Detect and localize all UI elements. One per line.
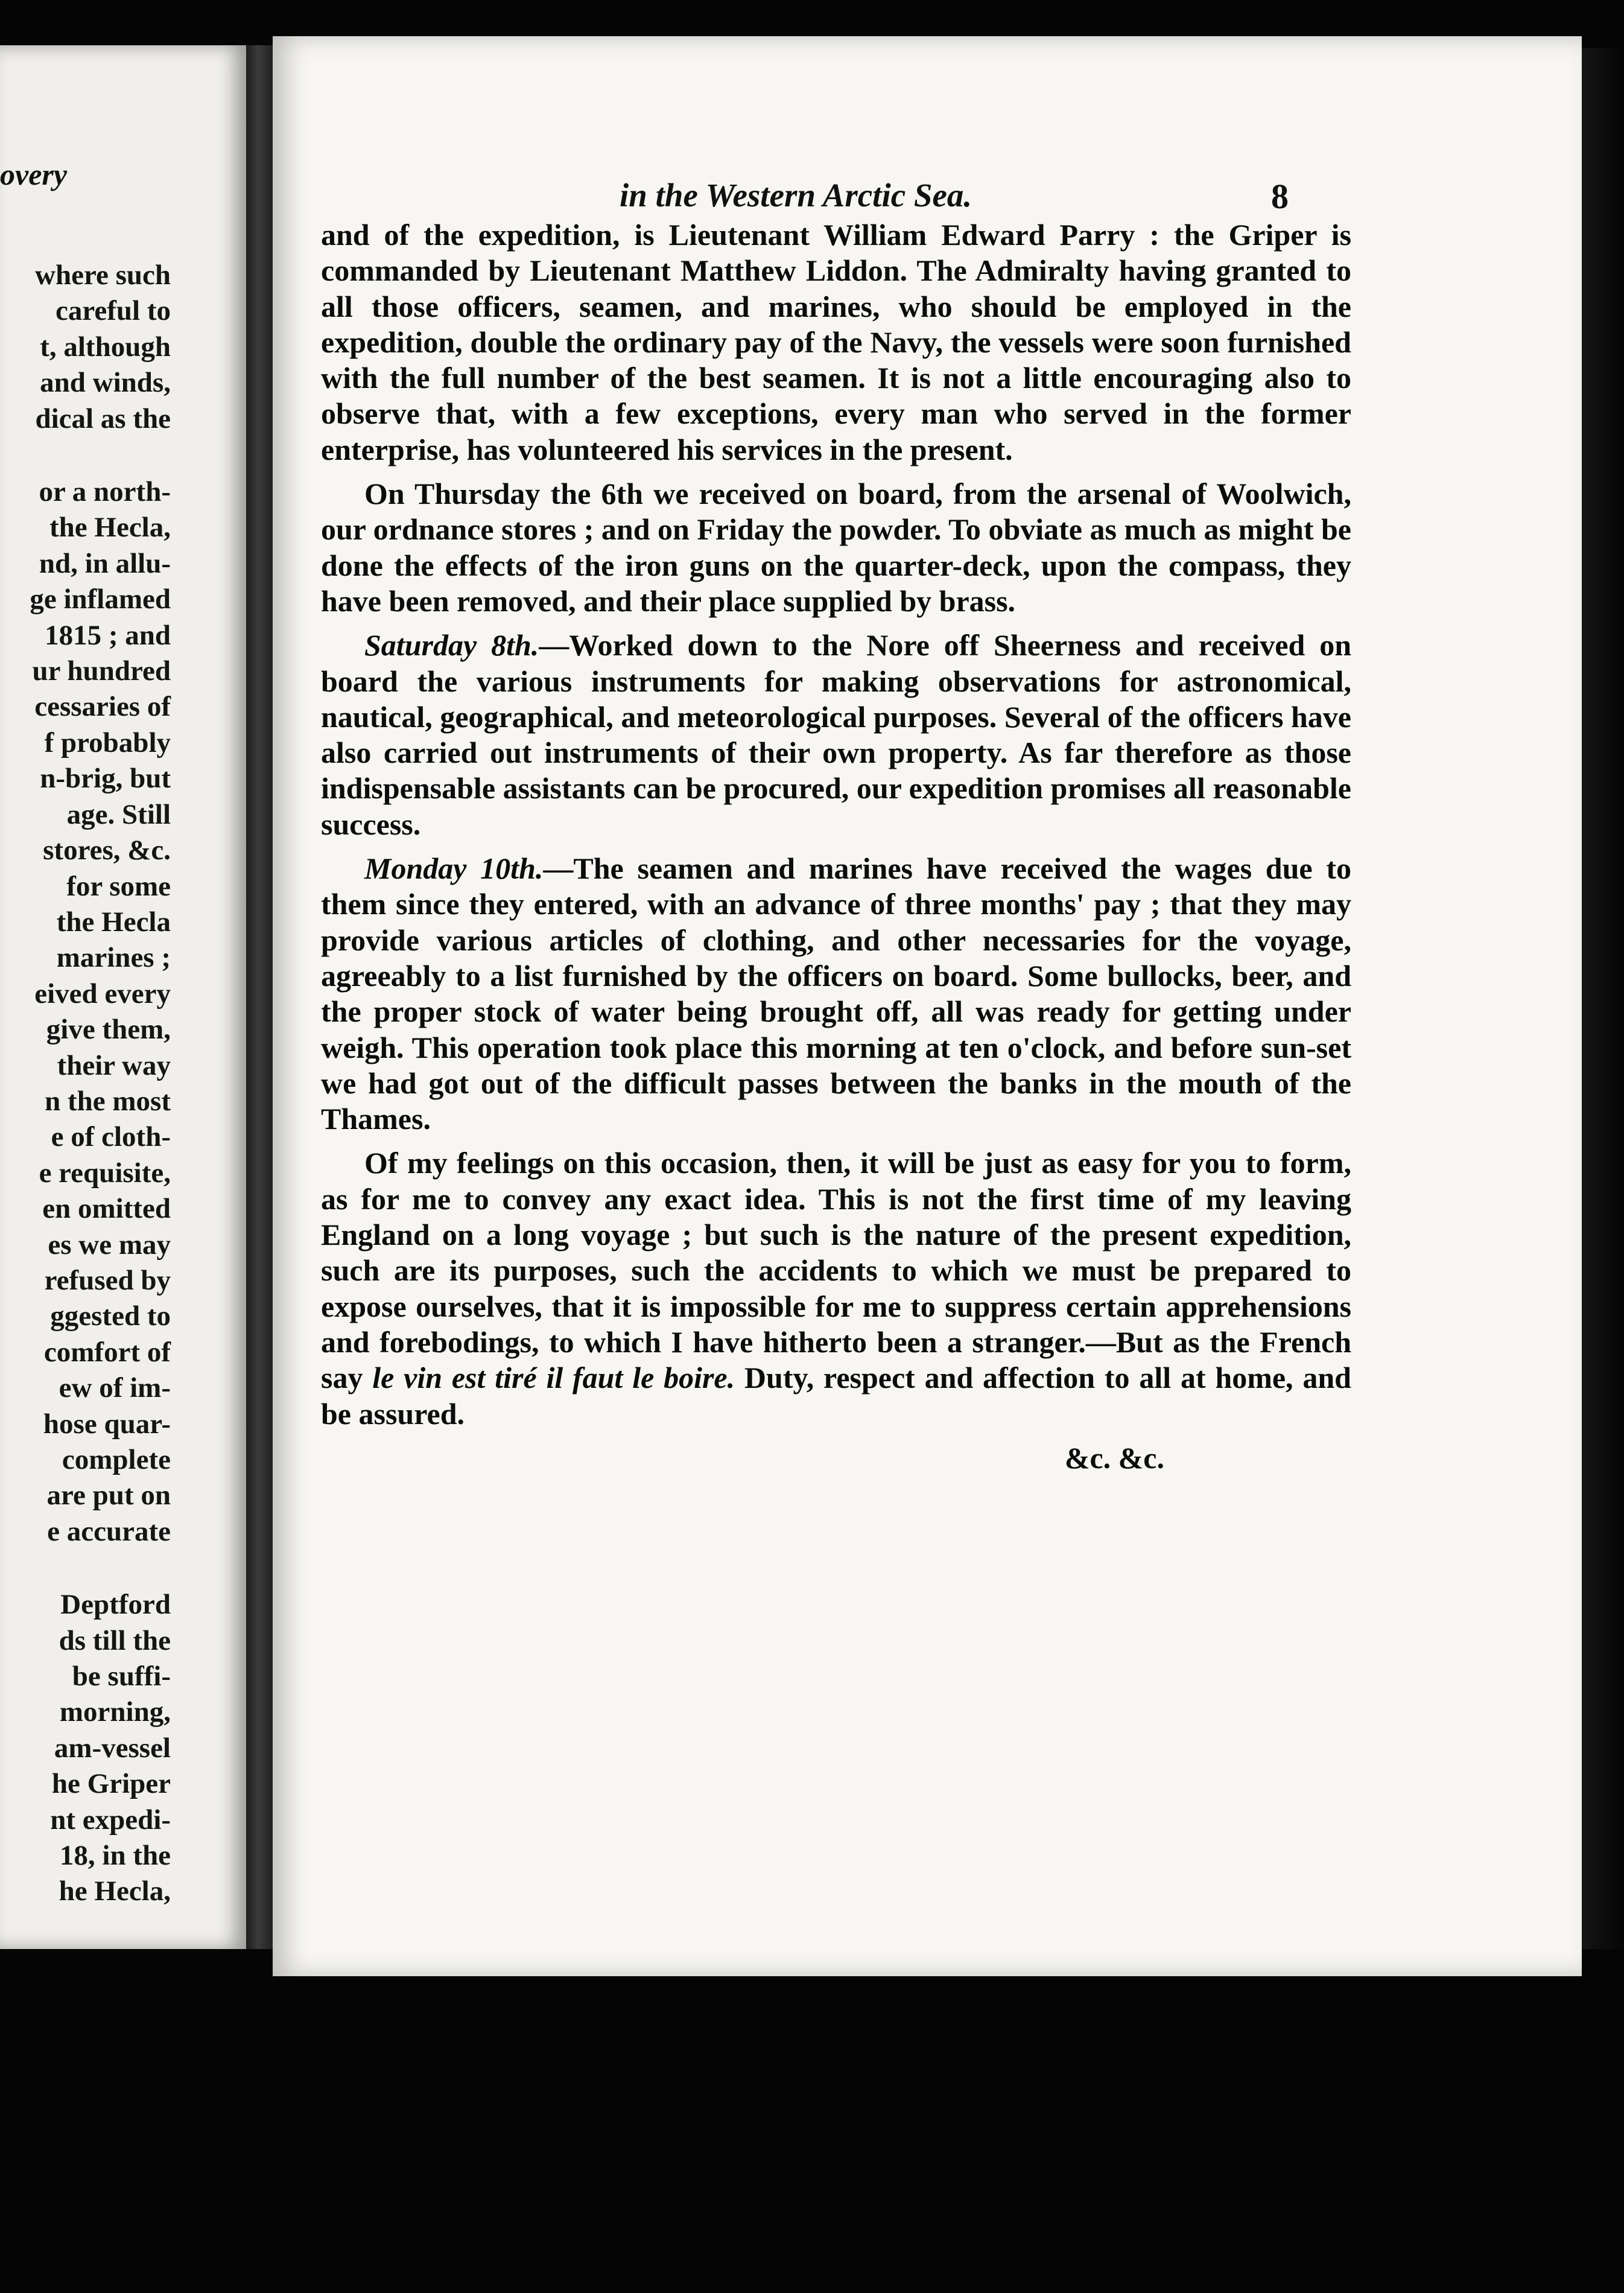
- left-page-line: the Hecla,: [49, 512, 171, 544]
- left-page-line: give them,: [46, 1014, 171, 1046]
- closing-line: &c. &c.: [1064, 1440, 1164, 1475]
- left-page-line: ds till the: [59, 1624, 171, 1656]
- body-paragraph: [321, 217, 1351, 468]
- body-paragraph: [321, 628, 1351, 842]
- left-page-line: en omitted: [42, 1193, 171, 1225]
- paragraph-text: Duty, respect and affection to all at home, and be assured.: [321, 1361, 1351, 1431]
- left-page-line: stores, &c.: [43, 835, 171, 867]
- running-head: in the Western Arctic Sea.: [620, 177, 972, 214]
- left-page-line: e accurate: [47, 1515, 171, 1547]
- paragraph-text: On Thursday the 6th we received on board, from the arsenal of Woolwich, our ordnance stores ; and on Friday the powder. To obviate as much as might be done the effects of the iron guns on the quarter-deck, upon the compass, they have been removed, and their place supplied by brass.: [321, 477, 1351, 618]
- paragraph-text: and of the expedition, is Lieutenant William Edward Parry : the Griper is commanded by Lieutenant Matthew Liddon. The Admiralty having granted to all those officers, seamen, and marines, who should be employed in the expedition, double the ordinary pay of the Navy, the vessels were soon furnished with the full number of the best seamen. It is not a little encouraging also to observe that, with a few exceptions, every man who served in the former enterprise, has volunteered his services in the present.: [321, 218, 1351, 466]
- left-page-line: e of cloth-: [51, 1121, 171, 1153]
- left-page-line: refused by: [44, 1264, 171, 1296]
- left-page-line: [30, 1550, 171, 1587]
- left-page-line: nt expedi-: [50, 1804, 171, 1836]
- left-page-line: the Hecla: [56, 906, 171, 938]
- body-text: [321, 217, 1351, 1484]
- left-page-line: es we may: [48, 1229, 171, 1261]
- left-page-line: careful to: [56, 295, 171, 327]
- left-page-line: or a north-: [39, 476, 171, 508]
- paragraph-text: Of my feelings on this occasion, then, it will be just as easy for you to form, as for me to convey any exact idea. This is not the first time of my leaving England on a long voyage ; but such is the nature of the present expedition, such are its purposes, such the accidents to which we must be prepared to expose ourselves, that it is impossible for me to suppress certain apprehensions and forebodings, to which I have hitherto been a stranger.—But as the French say: [321, 1146, 1351, 1395]
- left-page-line: he Griper: [51, 1768, 171, 1800]
- left-page-line: n the most: [45, 1085, 171, 1117]
- italic-text: Monday 10th.: [364, 851, 544, 886]
- body-paragraph: [321, 476, 1351, 619]
- left-page-line: e requisite,: [39, 1157, 171, 1189]
- right-page: [273, 36, 1582, 1976]
- left-page-line: for some: [66, 870, 171, 902]
- left-page-line: morning,: [59, 1696, 171, 1728]
- left-page-line: n-brig, but: [40, 763, 171, 795]
- left-page-line: ge inflamed: [30, 584, 171, 615]
- left-page-line: hose quar-: [43, 1408, 171, 1440]
- left-page: [0, 45, 246, 1949]
- paragraphs-container: [321, 217, 1351, 1432]
- italic-text: le vin est tiré il faut le boire.: [372, 1361, 735, 1395]
- left-page-line: dical as the: [35, 402, 171, 434]
- left-page-line: am-vessel: [54, 1732, 171, 1764]
- left-page-header-fragment: overy: [0, 157, 68, 191]
- left-page-line: and winds,: [40, 367, 171, 399]
- left-page-line: t, although: [40, 331, 171, 363]
- left-page-line: ggested to: [50, 1300, 171, 1332]
- left-page-line: are put on: [46, 1480, 171, 1512]
- italic-text: Saturday 8th.: [364, 628, 539, 663]
- left-page-line: eived every: [34, 978, 171, 1010]
- left-page-line: marines ;: [56, 942, 171, 974]
- left-page-line: 1815 ; and: [45, 619, 171, 651]
- page-number: 8: [1271, 177, 1289, 216]
- left-page-line: where such: [35, 259, 171, 291]
- left-page-line: nd, in allu-: [39, 547, 171, 579]
- left-page-line: he Hecla,: [59, 1875, 171, 1907]
- left-page-text-column: [30, 258, 171, 1910]
- left-page-line: complete: [62, 1444, 171, 1475]
- left-page-line: ur hundred: [32, 655, 171, 687]
- left-page-line: [30, 437, 171, 474]
- left-page-line: be suffi-: [72, 1661, 171, 1693]
- body-paragraph: [321, 1145, 1351, 1431]
- left-page-line: cessaries of: [34, 691, 171, 723]
- paragraph-text: —Worked down to the Nore off Sheerness and received on board the various instruments for making observations for astronomical, nautical, geographical, and meteorological purposes. Several of the officers have also carried out instruments of their own property. As far therefore as those indispensable assistants can be procured, our expedition promises all reasonable success.: [321, 628, 1351, 841]
- body-paragraph: [321, 851, 1351, 1137]
- left-page-line: f probably: [44, 727, 171, 759]
- paragraph-text: —The seamen and marines have received the wages due to them since they entered, with an advance of three months' pay ; that they may provide various articles of clothing, and other necessaries for the voyage, agreeably to a list furnished by the officers on board. Some bullocks, beer, and the proper stock of water being brought off, all was ready for getting under weigh. This operation took place this morning at ten o'clock, and before sun-set we had got out of the difficult passes between the banks in the mouth of the Thames.: [321, 851, 1351, 1136]
- left-page-line: ew of im-: [59, 1372, 171, 1404]
- left-page-line: age. Still: [66, 798, 171, 830]
- left-page-line: Deptford: [60, 1589, 171, 1621]
- left-page-line: their way: [57, 1049, 171, 1081]
- left-page-line: 18, in the: [59, 1840, 171, 1872]
- left-page-line: comfort of: [43, 1336, 171, 1368]
- right-edge-shadow: [1582, 48, 1624, 1949]
